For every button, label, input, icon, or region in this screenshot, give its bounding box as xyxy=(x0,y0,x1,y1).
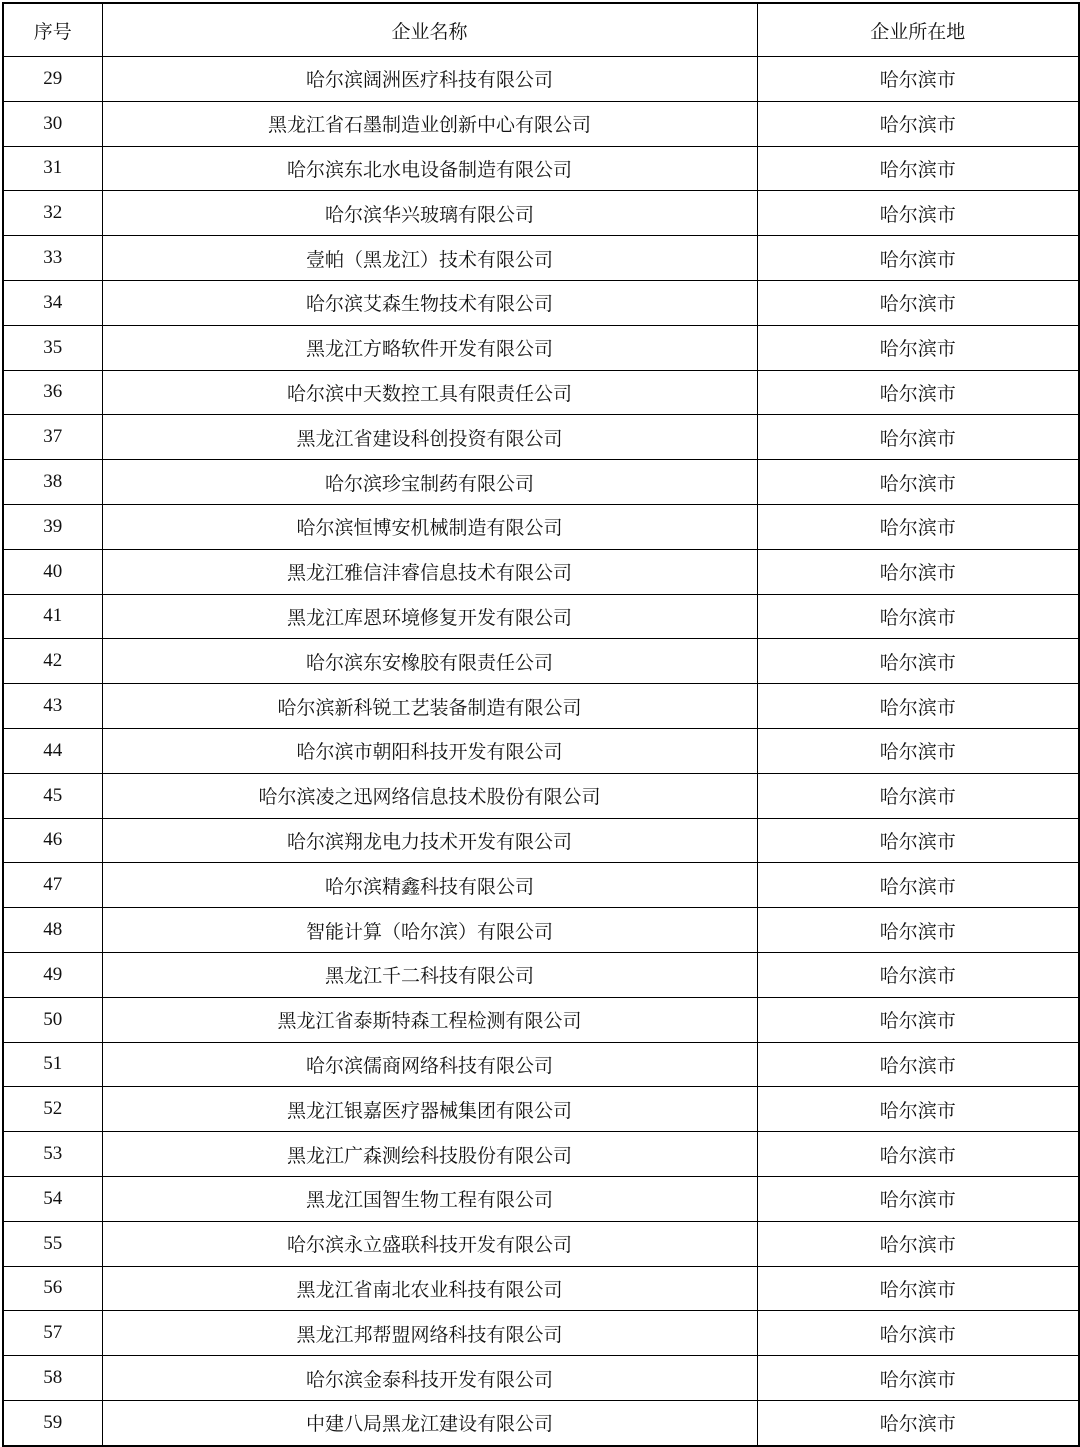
table-row xyxy=(3,191,1079,236)
header-row xyxy=(3,3,1079,57)
cell-company-location: 哈尔滨市 xyxy=(757,370,1079,415)
cell-company-location: 哈尔滨市 xyxy=(757,1176,1079,1221)
table-row xyxy=(3,773,1079,818)
cell-serial-number: 47 xyxy=(3,863,102,908)
cell-serial-number: 55 xyxy=(3,1221,102,1266)
cell-serial-number: 39 xyxy=(3,504,102,549)
cell-company-name: 哈尔滨金泰科技开发有限公司 xyxy=(102,1356,757,1401)
cell-company-name: 黑龙江省泰斯特森工程检测有限公司 xyxy=(102,997,757,1042)
table-row xyxy=(3,146,1079,191)
table-body xyxy=(3,57,1079,1446)
table-row xyxy=(3,728,1079,773)
cell-company-name: 哈尔滨东北水电设备制造有限公司 xyxy=(102,146,757,191)
table-row xyxy=(3,280,1079,325)
table-row xyxy=(3,57,1079,102)
table-row xyxy=(3,818,1079,863)
cell-company-name: 黑龙江邦帮盟网络科技有限公司 xyxy=(102,1311,757,1356)
enterprise-list-document xyxy=(2,2,1078,1444)
cell-serial-number: 54 xyxy=(3,1176,102,1221)
cell-company-name: 哈尔滨新科锐工艺装备制造有限公司 xyxy=(102,684,757,729)
cell-company-location: 哈尔滨市 xyxy=(757,1311,1079,1356)
table-row xyxy=(3,1087,1079,1132)
table-row xyxy=(3,1132,1079,1177)
cell-serial-number: 45 xyxy=(3,773,102,818)
cell-company-location: 哈尔滨市 xyxy=(757,325,1079,370)
cell-company-name: 黑龙江雅信沣睿信息技术有限公司 xyxy=(102,549,757,594)
cell-company-location: 哈尔滨市 xyxy=(757,773,1079,818)
cell-serial-number: 59 xyxy=(3,1400,102,1445)
table-row xyxy=(3,594,1079,639)
cell-company-name: 黑龙江省石墨制造业创新中心有限公司 xyxy=(102,101,757,146)
cell-company-name: 哈尔滨东安橡胶有限责任公司 xyxy=(102,639,757,684)
cell-serial-number: 29 xyxy=(3,57,102,102)
cell-serial-number: 35 xyxy=(3,325,102,370)
cell-serial-number: 58 xyxy=(3,1356,102,1401)
cell-company-location: 哈尔滨市 xyxy=(757,952,1079,997)
cell-serial-number: 41 xyxy=(3,594,102,639)
table-row xyxy=(3,549,1079,594)
cell-serial-number: 42 xyxy=(3,639,102,684)
cell-serial-number: 56 xyxy=(3,1266,102,1311)
cell-company-name: 黑龙江国智生物工程有限公司 xyxy=(102,1176,757,1221)
cell-company-location: 哈尔滨市 xyxy=(757,639,1079,684)
cell-company-location: 哈尔滨市 xyxy=(757,997,1079,1042)
cell-company-location: 哈尔滨市 xyxy=(757,460,1079,505)
cell-serial-number: 37 xyxy=(3,415,102,460)
cell-company-location: 哈尔滨市 xyxy=(757,1042,1079,1087)
cell-company-name: 哈尔滨翔龙电力技术开发有限公司 xyxy=(102,818,757,863)
cell-company-name: 黑龙江省南北农业科技有限公司 xyxy=(102,1266,757,1311)
cell-company-name: 哈尔滨市朝阳科技开发有限公司 xyxy=(102,728,757,773)
cell-company-location: 哈尔滨市 xyxy=(757,236,1079,281)
cell-serial-number: 34 xyxy=(3,280,102,325)
cell-company-location: 哈尔滨市 xyxy=(757,101,1079,146)
cell-company-location: 哈尔滨市 xyxy=(757,191,1079,236)
cell-company-name: 黑龙江银嘉医疗器械集团有限公司 xyxy=(102,1087,757,1132)
table-row xyxy=(3,997,1079,1042)
cell-serial-number: 46 xyxy=(3,818,102,863)
table-row xyxy=(3,370,1079,415)
cell-serial-number: 44 xyxy=(3,728,102,773)
cell-company-location: 哈尔滨市 xyxy=(757,1400,1079,1445)
enterprise-table xyxy=(2,2,1080,1447)
cell-serial-number: 51 xyxy=(3,1042,102,1087)
cell-serial-number: 43 xyxy=(3,684,102,729)
cell-company-name: 智能计算（哈尔滨）有限公司 xyxy=(102,908,757,953)
cell-serial-number: 30 xyxy=(3,101,102,146)
table-row xyxy=(3,1176,1079,1221)
cell-company-location: 哈尔滨市 xyxy=(757,863,1079,908)
cell-company-location: 哈尔滨市 xyxy=(757,146,1079,191)
cell-company-name: 哈尔滨精鑫科技有限公司 xyxy=(102,863,757,908)
cell-serial-number: 31 xyxy=(3,146,102,191)
cell-company-name: 中建八局黑龙江建设有限公司 xyxy=(102,1400,757,1445)
cell-serial-number: 38 xyxy=(3,460,102,505)
cell-company-name: 哈尔滨中天数控工具有限责任公司 xyxy=(102,370,757,415)
cell-company-location: 哈尔滨市 xyxy=(757,549,1079,594)
table-row xyxy=(3,1042,1079,1087)
cell-company-location: 哈尔滨市 xyxy=(757,594,1079,639)
table-row xyxy=(3,325,1079,370)
cell-serial-number: 32 xyxy=(3,191,102,236)
cell-company-name: 黑龙江省建设科创投资有限公司 xyxy=(102,415,757,460)
table-row xyxy=(3,504,1079,549)
table-row xyxy=(3,101,1079,146)
cell-company-name: 哈尔滨阔洲医疗科技有限公司 xyxy=(102,57,757,102)
cell-company-location: 哈尔滨市 xyxy=(757,1356,1079,1401)
cell-serial-number: 36 xyxy=(3,370,102,415)
table-row xyxy=(3,863,1079,908)
cell-company-location: 哈尔滨市 xyxy=(757,1221,1079,1266)
cell-serial-number: 40 xyxy=(3,549,102,594)
cell-serial-number: 50 xyxy=(3,997,102,1042)
table-row xyxy=(3,1221,1079,1266)
cell-company-location: 哈尔滨市 xyxy=(757,504,1079,549)
cell-company-name: 黑龙江方略软件开发有限公司 xyxy=(102,325,757,370)
cell-company-name: 哈尔滨珍宝制药有限公司 xyxy=(102,460,757,505)
table-row xyxy=(3,908,1079,953)
cell-company-name: 哈尔滨凌之迅网络信息技术股份有限公司 xyxy=(102,773,757,818)
header-company-name: 企业名称 xyxy=(102,3,757,57)
header-serial-number: 序号 xyxy=(3,3,102,57)
cell-serial-number: 33 xyxy=(3,236,102,281)
cell-company-location: 哈尔滨市 xyxy=(757,415,1079,460)
cell-company-name: 哈尔滨艾森生物技术有限公司 xyxy=(102,280,757,325)
cell-company-name: 哈尔滨恒博安机械制造有限公司 xyxy=(102,504,757,549)
cell-company-location: 哈尔滨市 xyxy=(757,1132,1079,1177)
table-row xyxy=(3,1356,1079,1401)
table-row xyxy=(3,1266,1079,1311)
cell-company-location: 哈尔滨市 xyxy=(757,1266,1079,1311)
cell-serial-number: 53 xyxy=(3,1132,102,1177)
header-company-location: 企业所在地 xyxy=(757,3,1079,57)
cell-company-location: 哈尔滨市 xyxy=(757,908,1079,953)
cell-company-location: 哈尔滨市 xyxy=(757,684,1079,729)
table-row xyxy=(3,952,1079,997)
cell-company-name: 哈尔滨儒商网络科技有限公司 xyxy=(102,1042,757,1087)
table-header xyxy=(3,3,1079,57)
table-row xyxy=(3,460,1079,505)
table-row xyxy=(3,1311,1079,1356)
cell-company-location: 哈尔滨市 xyxy=(757,57,1079,102)
table-row xyxy=(3,639,1079,684)
cell-serial-number: 57 xyxy=(3,1311,102,1356)
cell-company-name: 黑龙江库恩环境修复开发有限公司 xyxy=(102,594,757,639)
table-row xyxy=(3,684,1079,729)
table-row xyxy=(3,236,1079,281)
cell-company-name: 壹帕（黑龙江）技术有限公司 xyxy=(102,236,757,281)
cell-company-name: 黑龙江千二科技有限公司 xyxy=(102,952,757,997)
cell-company-location: 哈尔滨市 xyxy=(757,818,1079,863)
cell-company-name: 哈尔滨华兴玻璃有限公司 xyxy=(102,191,757,236)
cell-company-name: 黑龙江广森测绘科技股份有限公司 xyxy=(102,1132,757,1177)
cell-serial-number: 48 xyxy=(3,908,102,953)
table-row xyxy=(3,415,1079,460)
cell-company-location: 哈尔滨市 xyxy=(757,1087,1079,1132)
cell-serial-number: 52 xyxy=(3,1087,102,1132)
cell-company-location: 哈尔滨市 xyxy=(757,280,1079,325)
cell-serial-number: 49 xyxy=(3,952,102,997)
cell-company-name: 哈尔滨永立盛联科技开发有限公司 xyxy=(102,1221,757,1266)
table-row xyxy=(3,1400,1079,1445)
cell-company-location: 哈尔滨市 xyxy=(757,728,1079,773)
